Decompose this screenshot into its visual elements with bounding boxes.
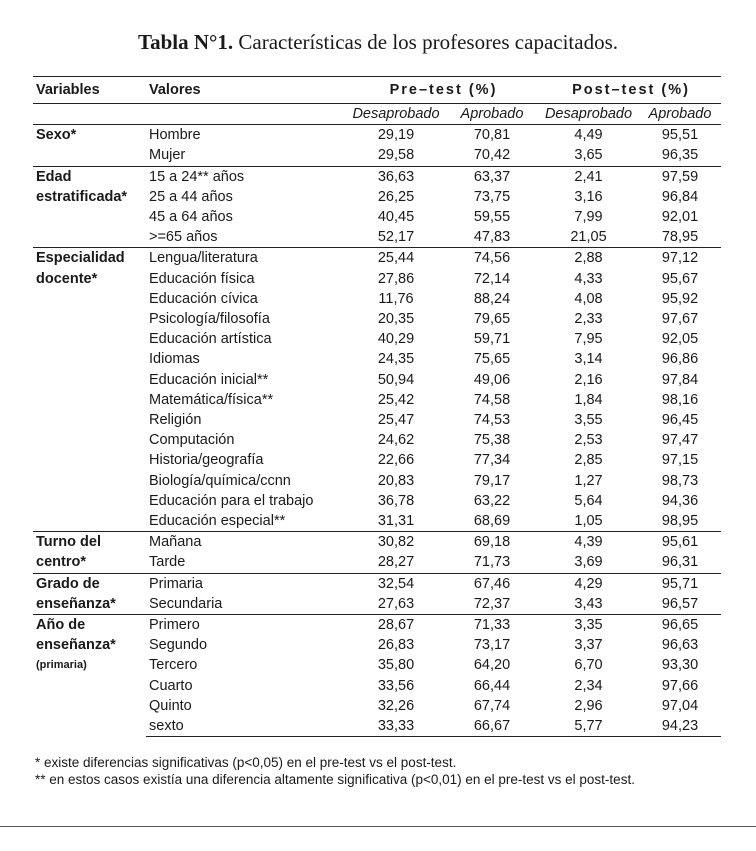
pre-desaprobado-cell: 40,45 bbox=[377, 209, 415, 226]
post-desaprobado-cell: 2,96 bbox=[574, 697, 603, 714]
post-desaprobado-cell: 4,29 bbox=[538, 573, 636, 594]
value-cell: Religión bbox=[149, 412, 202, 429]
post-aprobado-cell: 92,01 bbox=[661, 209, 699, 226]
post-aprobado-cell: 95,61 bbox=[636, 532, 721, 553]
value-cell: Educación especial** bbox=[149, 513, 286, 530]
post-aprobado-cell: 93,30 bbox=[661, 657, 699, 674]
pre-desaprobado-cell: 33,56 bbox=[377, 677, 415, 694]
post-aprobado-cell: 96,35 bbox=[661, 147, 699, 164]
post-aprobado-cell: 94,36 bbox=[661, 492, 699, 509]
footnote-highly-significant: ** en estos casos existía una diferencia altamente significativa (p<0,01) en el pre-test vs el post-test. bbox=[35, 772, 635, 787]
value-cell: Primaria bbox=[146, 573, 346, 594]
pre-desaprobado-cell: 29,58 bbox=[377, 147, 415, 164]
variable-name: Edad estratificada* bbox=[36, 168, 128, 205]
post-desaprobado-cell: 4,08 bbox=[574, 290, 603, 307]
value-cell: 25 a 44 años bbox=[149, 188, 233, 205]
pre-desaprobado-cell: 24,62 bbox=[377, 432, 415, 449]
variable-label bbox=[33, 532, 146, 573]
value-cell: Segundo bbox=[149, 637, 208, 654]
post-desaprobado-cell: 4,49 bbox=[574, 127, 603, 144]
post-aprobado-cell: 78,95 bbox=[661, 229, 699, 246]
pre-aprobado-cell: 74,53 bbox=[473, 412, 511, 429]
post-desaprobado-cell: 7,95 bbox=[574, 331, 603, 348]
post-desaprobado-cell: 2,53 bbox=[574, 432, 603, 449]
pre-aprobado-cell: 72,14 bbox=[473, 270, 511, 287]
variable-label bbox=[33, 125, 146, 166]
post-aprobado-cell: 92,05 bbox=[661, 331, 699, 348]
pre-aprobado-cell: 73,75 bbox=[473, 188, 511, 205]
value-cell: Lengua/literatura bbox=[146, 248, 346, 269]
pre-aprobado-cell: 71,33 bbox=[443, 615, 538, 636]
footnotes bbox=[35, 754, 725, 788]
pre-aprobado-cell: 64,20 bbox=[473, 657, 511, 674]
table-row bbox=[33, 248, 721, 269]
post-desaprobado-cell: 2,41 bbox=[538, 166, 636, 187]
pre-desaprobado-cell: 22,66 bbox=[377, 452, 415, 469]
pre-aprobado-cell: 74,56 bbox=[443, 248, 538, 269]
post-desaprobado-cell: 1,05 bbox=[574, 513, 603, 530]
post-desaprobado-cell: 3,35 bbox=[538, 615, 636, 636]
value-cell: Secundaria bbox=[149, 595, 223, 612]
post-aprobado-cell: 95,71 bbox=[636, 573, 721, 594]
pre-desaprobado-cell: 32,54 bbox=[346, 573, 443, 594]
variable-label bbox=[33, 573, 146, 614]
value-cell: Tarde bbox=[149, 554, 186, 571]
page-bottom-rule bbox=[0, 826, 756, 827]
post-aprobado-cell: 98,73 bbox=[661, 472, 699, 489]
post-desaprobado-cell: 7,99 bbox=[574, 209, 603, 226]
pre-aprobado-cell: 47,83 bbox=[473, 229, 511, 246]
post-desaprobado-cell: 2,88 bbox=[538, 248, 636, 269]
pre-desaprobado-cell: 20,35 bbox=[377, 311, 415, 328]
pre-aprobado-cell: 79,17 bbox=[473, 472, 511, 489]
pre-desaprobado-cell: 29,19 bbox=[377, 127, 415, 144]
post-desaprobado-cell: 5,77 bbox=[538, 716, 636, 737]
value-cell: Educación cívica bbox=[149, 290, 258, 307]
variable-name: Turno del centro* bbox=[36, 534, 101, 571]
pre-desaprobado-cell: 26,83 bbox=[377, 637, 415, 654]
post-aprobado-cell: 97,15 bbox=[661, 452, 699, 469]
variable-name: Grado de enseñanza* bbox=[36, 575, 116, 612]
post-aprobado-cell: 97,67 bbox=[661, 311, 699, 328]
pre-aprobado-cell: 74,58 bbox=[473, 391, 511, 408]
variable-label bbox=[33, 248, 146, 532]
post-desaprobado-cell: 2,33 bbox=[574, 311, 603, 328]
post-aprobado-cell: 96,84 bbox=[661, 188, 699, 205]
value-cell: Quinto bbox=[149, 697, 192, 714]
value-cell: Computación bbox=[149, 432, 235, 449]
pre-desaprobado-cell: 28,67 bbox=[346, 615, 443, 636]
post-desaprobado-cell: 3,65 bbox=[574, 147, 603, 164]
post-desaprobado-cell: 6,70 bbox=[574, 657, 603, 674]
value-cell: Idiomas bbox=[149, 351, 200, 368]
value-cell: Psicología/filosofía bbox=[149, 311, 270, 328]
value-cell: Educación inicial** bbox=[149, 371, 269, 388]
pre-aprobado-cell: 49,06 bbox=[473, 371, 511, 388]
pre-aprobado-cell: 75,38 bbox=[473, 432, 511, 449]
pre-desaprobado-cell: 11,76 bbox=[378, 290, 414, 307]
value-cell: Tercero bbox=[149, 657, 198, 674]
pre-desaprobado-cell: 20,83 bbox=[377, 472, 415, 489]
variable-label bbox=[33, 615, 146, 737]
table-caption: Características de los profesores capacitados. bbox=[233, 30, 618, 54]
header-valores: Valores bbox=[146, 77, 346, 104]
value-cell: Hombre bbox=[149, 127, 201, 144]
pre-desaprobado-cell: 52,17 bbox=[377, 229, 415, 246]
data-table-container bbox=[33, 76, 721, 737]
pre-aprobado-cell: 63,22 bbox=[473, 492, 511, 509]
variable-name: Especialidad docente* bbox=[36, 250, 125, 287]
pre-desaprobado-cell: 26,25 bbox=[377, 188, 415, 205]
pre-desaprobado-cell: 33,33 bbox=[346, 716, 443, 737]
post-aprobado-cell: 95,92 bbox=[661, 290, 699, 307]
pre-aprobado-cell: 59,71 bbox=[473, 331, 511, 348]
pre-desaprobado-cell: 27,86 bbox=[377, 270, 415, 287]
table-title bbox=[0, 30, 756, 55]
post-aprobado-cell: 96,63 bbox=[661, 637, 699, 654]
post-aprobado-cell: 95,67 bbox=[661, 270, 699, 287]
pre-aprobado-cell: 67,46 bbox=[443, 573, 538, 594]
post-aprobado-cell: 96,65 bbox=[636, 615, 721, 636]
table-row bbox=[33, 166, 721, 187]
post-desaprobado-cell: 4,39 bbox=[538, 532, 636, 553]
post-aprobado-cell: 97,84 bbox=[661, 371, 699, 388]
post-aprobado-cell: 97,59 bbox=[636, 166, 721, 187]
variable-label bbox=[33, 166, 146, 248]
value-cell: Educación física bbox=[149, 270, 255, 287]
value-cell: Biología/química/ccnn bbox=[149, 472, 291, 489]
post-aprobado-cell: 96,86 bbox=[661, 351, 699, 368]
post-aprobado-cell: 96,57 bbox=[661, 595, 699, 612]
data-table bbox=[33, 76, 721, 737]
pre-desaprobado-cell: 28,27 bbox=[377, 554, 415, 571]
pre-aprobado-cell: 66,67 bbox=[443, 716, 538, 737]
value-cell: sexto bbox=[146, 716, 346, 737]
header-variables: Variables bbox=[33, 77, 146, 104]
post-aprobado-cell: 96,45 bbox=[661, 412, 699, 429]
header-post-test: Post–test (%) bbox=[538, 77, 721, 104]
value-cell: Mujer bbox=[149, 147, 186, 164]
pre-aprobado-cell: 63,37 bbox=[443, 166, 538, 187]
table-row bbox=[33, 125, 721, 146]
pre-desaprobado-cell: 31,31 bbox=[377, 513, 415, 530]
pre-aprobado-cell: 70,42 bbox=[473, 147, 511, 164]
value-cell: Cuarto bbox=[149, 677, 193, 694]
post-aprobado-cell: 97,12 bbox=[636, 248, 721, 269]
post-desaprobado-cell: 3,16 bbox=[574, 188, 603, 205]
post-desaprobado-cell: 3,55 bbox=[574, 412, 603, 429]
pre-aprobado-cell: 69,18 bbox=[443, 532, 538, 553]
variable-sublabel: (primaria) bbox=[36, 659, 87, 672]
value-cell: Educación para el trabajo bbox=[149, 492, 314, 509]
table-row bbox=[33, 615, 721, 636]
pre-desaprobado-cell: 25,47 bbox=[377, 412, 415, 429]
post-aprobado-cell: 97,66 bbox=[661, 677, 699, 694]
pre-desaprobado-cell: 35,80 bbox=[377, 657, 415, 674]
table-row bbox=[33, 573, 721, 594]
footnote-significant: * existe diferencias significativas (p<0,05) en el pre-test vs el post-test. bbox=[35, 755, 457, 770]
header-row bbox=[33, 77, 721, 104]
value-cell: 45 a 64 años bbox=[149, 209, 233, 226]
pre-desaprobado-cell: 27,63 bbox=[377, 595, 415, 612]
post-desaprobado-cell: 2,34 bbox=[574, 677, 603, 694]
pre-desaprobado-cell: 40,29 bbox=[377, 331, 415, 348]
variable-name: Sexo* bbox=[36, 127, 77, 144]
value-cell: Primero bbox=[146, 615, 346, 636]
pre-aprobado-cell: 68,69 bbox=[473, 513, 511, 530]
pre-aprobado-cell: 75,65 bbox=[473, 351, 511, 368]
subheader-row bbox=[33, 104, 721, 125]
pre-desaprobado-cell: 25,44 bbox=[346, 248, 443, 269]
subheader-pre-desaprobado: Desaprobado bbox=[346, 104, 443, 125]
table-body bbox=[33, 125, 721, 737]
post-aprobado-cell: 97,47 bbox=[661, 432, 699, 449]
post-desaprobado-cell: 5,64 bbox=[574, 492, 603, 509]
post-aprobado-cell: 95,51 bbox=[661, 127, 699, 144]
post-desaprobado-cell: 1,27 bbox=[574, 472, 603, 489]
subheader-post-desaprobado: Desaprobado bbox=[538, 104, 636, 125]
post-desaprobado-cell: 1,84 bbox=[574, 391, 603, 408]
header-pre-test: Pre–test (%) bbox=[346, 77, 538, 104]
table-row bbox=[33, 532, 721, 553]
pre-aprobado-cell: 70,81 bbox=[473, 127, 511, 144]
pre-aprobado-cell: 59,55 bbox=[473, 209, 511, 226]
pre-desaprobado-cell: 36,78 bbox=[377, 492, 415, 509]
table-number: Tabla N°1. bbox=[138, 30, 234, 54]
pre-aprobado-cell: 67,74 bbox=[473, 697, 511, 714]
post-aprobado-cell: 98,95 bbox=[661, 513, 699, 530]
post-desaprobado-cell: 3,37 bbox=[574, 637, 603, 654]
pre-desaprobado-cell: 36,63 bbox=[346, 166, 443, 187]
pre-desaprobado-cell: 32,26 bbox=[377, 697, 415, 714]
post-desaprobado-cell: 2,16 bbox=[574, 371, 603, 388]
pre-aprobado-cell: 88,24 bbox=[473, 290, 511, 307]
value-cell: Mañana bbox=[146, 532, 346, 553]
pre-desaprobado-cell: 30,82 bbox=[346, 532, 443, 553]
pre-desaprobado-cell: 50,94 bbox=[377, 371, 415, 388]
pre-desaprobado-cell: 24,35 bbox=[377, 351, 415, 368]
pre-aprobado-cell: 66,44 bbox=[473, 677, 511, 694]
value-cell: Matemática/física** bbox=[149, 391, 274, 408]
value-cell: >=65 años bbox=[149, 229, 218, 246]
value-cell: Historia/geografía bbox=[149, 452, 264, 469]
pre-aprobado-cell: 77,34 bbox=[473, 452, 511, 469]
pre-aprobado-cell: 73,17 bbox=[473, 637, 511, 654]
variable-name: Año de enseñanza* bbox=[36, 617, 116, 654]
post-aprobado-cell: 98,16 bbox=[661, 391, 699, 408]
post-desaprobado-cell: 3,14 bbox=[574, 351, 603, 368]
subheader-post-aprobado: Aprobado bbox=[636, 104, 721, 125]
post-desaprobado-cell: 4,33 bbox=[574, 270, 603, 287]
post-desaprobado-cell: 3,43 bbox=[574, 595, 603, 612]
post-aprobado-cell: 97,04 bbox=[661, 697, 699, 714]
pre-desaprobado-cell: 25,42 bbox=[377, 391, 415, 408]
pre-aprobado-cell: 72,37 bbox=[473, 595, 511, 612]
post-desaprobado-cell: 2,85 bbox=[574, 452, 603, 469]
post-desaprobado-cell: 21,05 bbox=[570, 229, 607, 246]
subheader-pre-aprobado: Aprobado bbox=[443, 104, 538, 125]
pre-aprobado-cell: 71,73 bbox=[473, 554, 511, 571]
post-aprobado-cell: 96,31 bbox=[661, 554, 699, 571]
pre-aprobado-cell: 79,65 bbox=[473, 311, 511, 328]
value-cell: Educación artística bbox=[149, 331, 272, 348]
value-cell: 15 a 24** años bbox=[146, 166, 346, 187]
post-desaprobado-cell: 3,69 bbox=[574, 554, 603, 571]
post-aprobado-cell: 94,23 bbox=[636, 716, 721, 737]
